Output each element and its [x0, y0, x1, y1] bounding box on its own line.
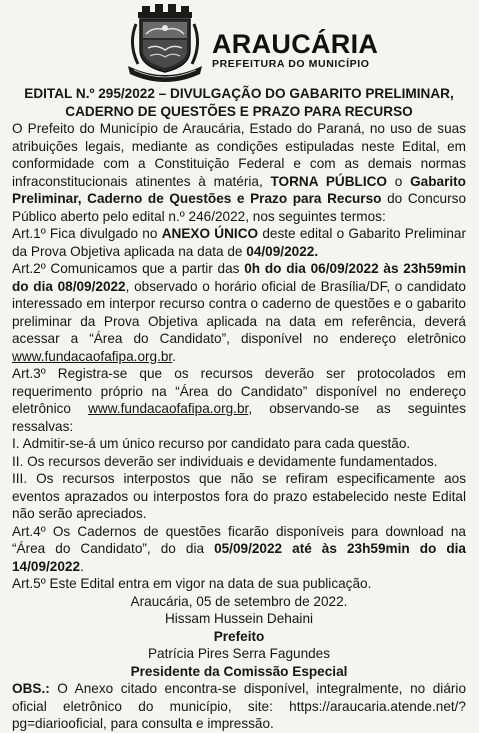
intro-text-3: do Concurso Público aberto pelo edital n.º 246/2022, nos seguintes termos: — [12, 191, 466, 224]
art4-text-2: . — [80, 558, 84, 574]
place-date: Araucária, 05 de setembro de 2022. — [130, 593, 348, 609]
obs-text: O Anexo citado encontra-se disponível, integralmente, no diário oficial eletrônico do município, site: https://araucaria.atende.net/?pg=diariooficial, para consulta e impressão. — [12, 681, 466, 731]
title-line-1: EDITAL N.º 295/2022 – DIVULGAÇÃO DO GABARITO PRELIMINAR, — [24, 86, 454, 101]
art3-text-2: , observando-se as seguintes ressalvas: — [12, 401, 466, 434]
art1-text-1: Art.1º Fica divulgado no — [12, 226, 162, 241]
art2-text-1: Art.2º Comunicamos que a partir das — [12, 261, 245, 276]
obs-label: OBS.: — [12, 681, 50, 696]
edital-title — [12, 85, 466, 120]
signer-role-2: Presidente da Comissão Especial — [130, 663, 348, 679]
signer-role-1: Prefeito — [213, 628, 265, 644]
art2-text-2: , observado o horário oficial de Brasília/DF, o candidato interessado em interpor recurso contra o caderno de questões e o gabarito preliminar da Prova Objetiva aplicada na data em referência, deverá acessar a “Área do Candidato”, disponível no endereço eletrônico — [12, 278, 466, 346]
edital-body — [12, 120, 466, 733]
article-5: Art.5º Este Edital entra em vigor na data de sua publicação. — [12, 576, 372, 591]
intro-bold-2: Gabarito Preliminar, Caderno de Questões e Prazo para Recurso — [12, 173, 466, 206]
article-4 — [12, 523, 466, 576]
art1-bold-1: ANEXO ÚNICO — [161, 226, 259, 241]
intro-paragraph — [12, 120, 466, 225]
article-3 — [12, 365, 466, 435]
article-2 — [12, 260, 466, 365]
art2-bold-1: 0h do dia 06/09/2022 às 23h59min do dia 08/09/2022 — [12, 261, 466, 294]
intro-text-1: O Prefeito do Município de Araucária, Estado do Paraná, no uso de suas atribuições legais, mediante as condições estipuladas neste Edital, em conformidade com a Constituição Federal e com as demais normas infraconstitucionais atinentes à matéria, — [12, 121, 466, 189]
intro-bold-1: TORNA PÚBLICO — [270, 173, 387, 189]
fafipa-link[interactable]: www.fundacaofafipa.org.br — [88, 401, 249, 416]
brand — [212, 31, 378, 70]
title-line-2: CADERNO DE QUESTÕES E PRAZO PARA RECURSO — [65, 103, 413, 119]
art4-bold-1: 05/09/2022 até às 23h59min do dia 14/09/2022 — [12, 541, 466, 574]
art1-text-2: deste edital o Gabarito Preliminar da Prova Objetiva aplicada na data de — [12, 226, 466, 259]
article-3-item: I. Admitir-se-á um único recurso por candidato para cada questão. — [12, 436, 411, 451]
obs-note — [12, 680, 466, 733]
article-3-item: III. Os recursos interpostos que não se refiram especificamente aos eventos aprazados ou interpostos fora do prazo estabelecido neste Edital não serão apreciados. — [12, 471, 466, 521]
art2-text-3: . — [172, 348, 176, 364]
signer-name-2: Patrícia Pires Serra Fagundes — [147, 646, 331, 661]
article-3-item: II. Os recursos deverão ser individuais e devidamente fundamentados. — [12, 453, 438, 469]
art1-bold-2: 04/09/2022. — [246, 243, 319, 259]
art4-text-1: Art.4º Os Cadernos de questões ficarão disponíveis para download na “Área do Candidato”, do dia — [12, 523, 466, 556]
brand-subtitle: PREFEITURA DO MUNICÍPIO — [212, 58, 370, 70]
municipal-seal-logo — [124, 4, 206, 82]
fafipa-link[interactable]: www.fundacaofafipa.org.br — [12, 348, 173, 364]
intro-text-2: o — [387, 173, 411, 189]
header — [12, 0, 466, 82]
signer-name-1: Hissam Hussein Dehaini — [164, 611, 314, 626]
brand-name: ARAUCÁRIA — [212, 29, 379, 59]
article-1 — [12, 225, 466, 260]
art3-text-1: Art.3º Registra-se que os recursos deverão ser protocolados em requerimento próprio na “Área do Candidato” disponível no endereço eletrônico — [12, 366, 466, 416]
